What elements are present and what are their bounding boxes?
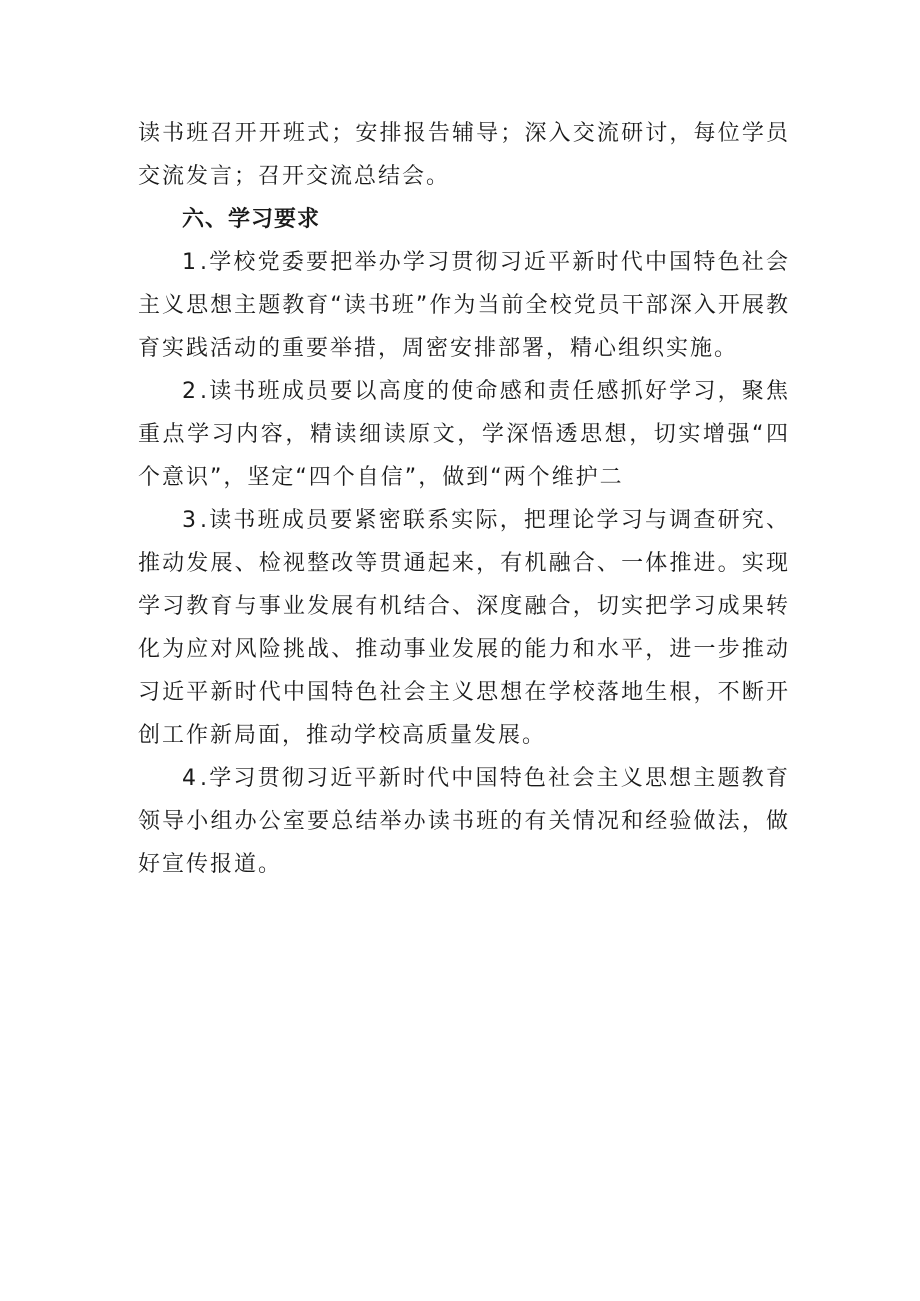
- requirement-item-1: [138, 241, 790, 370]
- item-text: .读书班成员要紧密联系实际，把理论学习与调查研究、推动发展、检视整改等贯通起来，有机融合、一体推进。实现学习教育与事业发展有机结合、深度融合，切实把学习成果转化为应对风险挑战、推动事业发展的能力和水平，进一步推动习近平新时代中国特色社会主义思想在学校落地生根，不断开创工作新局面，推动学校高质量发展。: [138, 508, 790, 748]
- intro-continuation-paragraph: 读书班召开开班式；安排报告辅导；深入交流研讨，每位学员交流发言；召开交流总结会。: [138, 121, 790, 189]
- item-text: .学习贯彻习近平新时代中国特色社会主义思想主题教育领导小组办公室要总结举办读书班的有关情况和经验做法，做好宣传报道。: [138, 766, 790, 877]
- item-number: 3: [182, 508, 200, 533]
- item-number: 2: [182, 379, 200, 404]
- section-heading: 六、学习要求: [182, 207, 321, 232]
- requirement-item-3: [138, 499, 790, 757]
- document-page: [138, 112, 790, 886]
- item-number: 1: [182, 250, 200, 275]
- item-text: .学校党委要把举办学习贯彻习近平新时代中国特色社会主义思想主题教育“读书班”作为当前全校党员干部深入开展教育实践活动的重要举措，周密安排部署，精心组织实施。: [138, 250, 790, 361]
- requirement-item-2: [138, 370, 790, 499]
- requirement-item-4: [138, 757, 790, 886]
- item-text: .读书班成员要以高度的使命感和责任感抓好学习，聚焦重点学习内容，精读细读原文，学深悟透思想，切实增强“四个意识”，坚定“四个自信”，做到“两个维护二: [138, 379, 790, 490]
- item-number: 4: [182, 766, 200, 791]
